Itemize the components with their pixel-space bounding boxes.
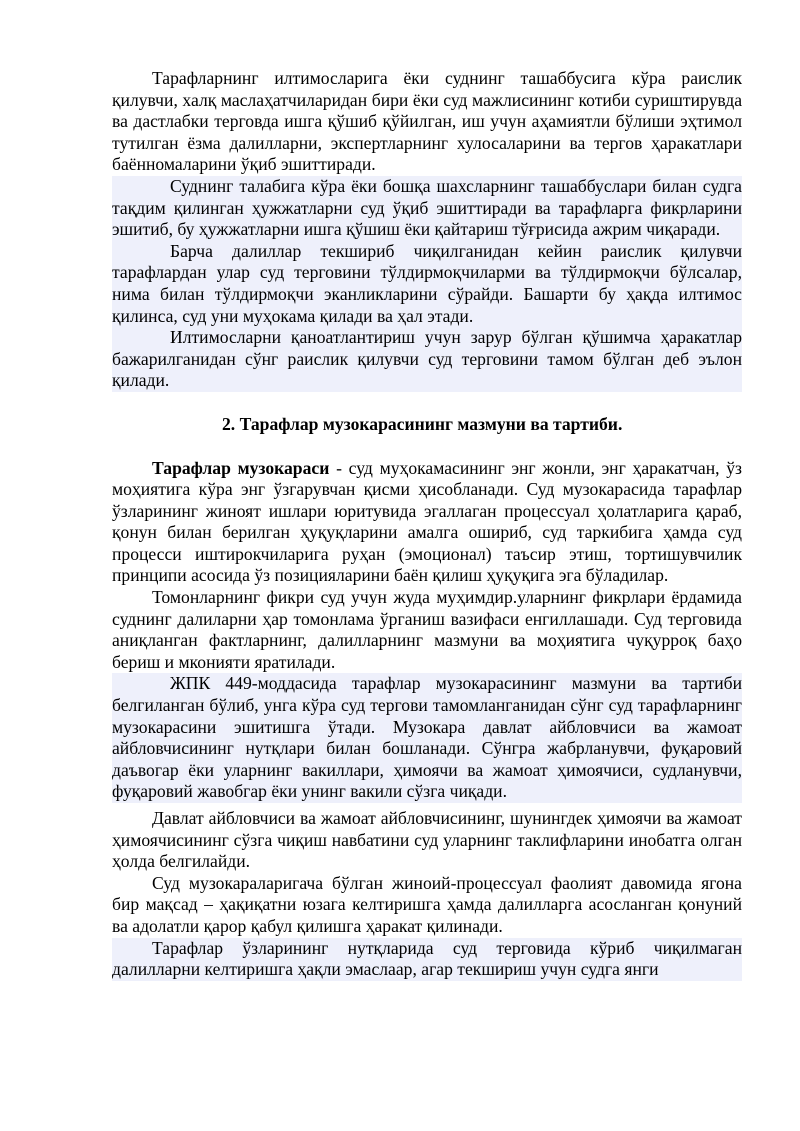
highlighted-block <box>112 176 742 392</box>
paragraph-9: Суд музокараларигача бўлган жиноий-процессуал фаолият давомида ягона бир мақсад – ҳақиқатни юзага келтиришга ҳамда далилларга асосланган қонуний ва адолатли қарор қабул қилишга ҳаракат қилинади. <box>112 872 742 936</box>
highlighted-block-2 <box>112 673 742 803</box>
paragraph-10: Тарафлар ўзларининг нутқларида суд терговида кўриб чиқилмаган далилларни келтиришга ҳақли эмаслаар, агар текшириш учун судга янги <box>112 937 742 980</box>
paragraph-6: Томонларнинг фикри суд учун жуда муҳимдир.уларнинг фикрлари ёрдамида суднинг далиларни ҳар томонлама ўрганиш вазифаси енгиллашади. Суд терговида аниқланган фактларнинг, далилларнинг мазмуни ва моҳиятига чуқурроқ баҳо бериш и мконияти яратилади. <box>112 587 742 672</box>
section-heading: 2. Тарафлар музокарасининг мазмуни ва тартиби. <box>222 413 623 434</box>
paragraph-7: ЖПК 449-моддасида тарафлар музокарасининг мазмуни ва тартиби белгиланган бўлиб, унга кўра суд тергови тамомланганидан сўнг суд тарафларнинг музокарасини эшитишга ўтади. Музокара давлат айбловчиси ва жамоат айбловчисининг нутқлари билан бошланади. Сўнгра жабрланувчи, фуқаровий даъвогар ёки уларнинг вакиллари, ҳимоячи ва жамоат ҳимоячиси, судланувчи, фуқаровий жавобгар ёки унинг вакили сўзга чиқади. <box>112 673 742 802</box>
paragraph-2: Суднинг талабига кўра ёки бошқа шахсларнинг ташаббуслари билан судга тақдим қилинган ҳужжатларни суд ўқиб эшиттиради ва тарафларга фикрларини эшитиб, бу ҳужжатларни ишга қўшиш ёки қайтариш тўғрисида ажрим чиқаради. <box>112 175 742 240</box>
paragraph-3: Барча далиллар текшириб чиқилганидан кейин раислик қилувчи тарафлардан улар суд терговини тўлдирмоқчиларми ва тўлдирмоқчи бўлсалар, нима билан тўлдирмоқчи эканликларини сўрайди. Башарти бу ҳақда илтимос қилинса, суд уни муҳокама қилади ва ҳал этади. <box>112 240 742 326</box>
paragraph-8: Давлат айбловчиси ва жамоат айбловчисининг, шунингдек ҳимоячи ва жамоат ҳимоячисининг сўзга чиқиш навбатини суд уларнинг таклифларини инобатга олган ҳолда белгилайди. <box>112 808 742 872</box>
document-page <box>112 68 742 981</box>
paragraph-5 <box>112 458 742 588</box>
paragraph-1: Тарафларнинг илтимосларига ёки суднинг ташаббусига кўра раислик қилувчи, халқ маслаҳатчиларидан бири ёки суд мажлисининг котиби суриштирувда ва дастлабки терговда ишга қўшиб қўйилган, иш учун аҳамиятли бўлиши эҳтимол тутилган ёзма далилларни, экспертларнинг хулосаларини ва тергов ҳаракатлари баённомаларини ўқиб эшиттиради. <box>112 68 742 175</box>
highlighted-block-3 <box>112 938 742 981</box>
term-highlight: Тарафлар музокараси <box>152 457 330 478</box>
paragraph-5-rest: - суд муҳокамасининг энг жонли, энг ҳаракатчан, ўз моҳиятига кўра энг ўзгарувчан қисми ҳисобланади. Суд музокарасида тарафлар ўзларининг жиноят ишлари юритувида эгаллаган процессуал ҳолатларига қараб, қонун билан берилган ҳуқуқларини амалга ошириб, суд таркибига ҳамда суд процесси иштирокчиларига руҳан (эмоционал) таъсир этиш, тортишувчилик принципи асосида ўз позицияларини баён қилиш ҳуқуқига эга бўладилар. <box>112 457 742 586</box>
paragraph-4: Илтимосларни қаноатлантириш учун зарур бўлган қўшимча ҳаракатлар бажарилганидан сўнг раислик қилувчи суд терговини тамом бўлган деб эълон қилади. <box>112 327 742 391</box>
